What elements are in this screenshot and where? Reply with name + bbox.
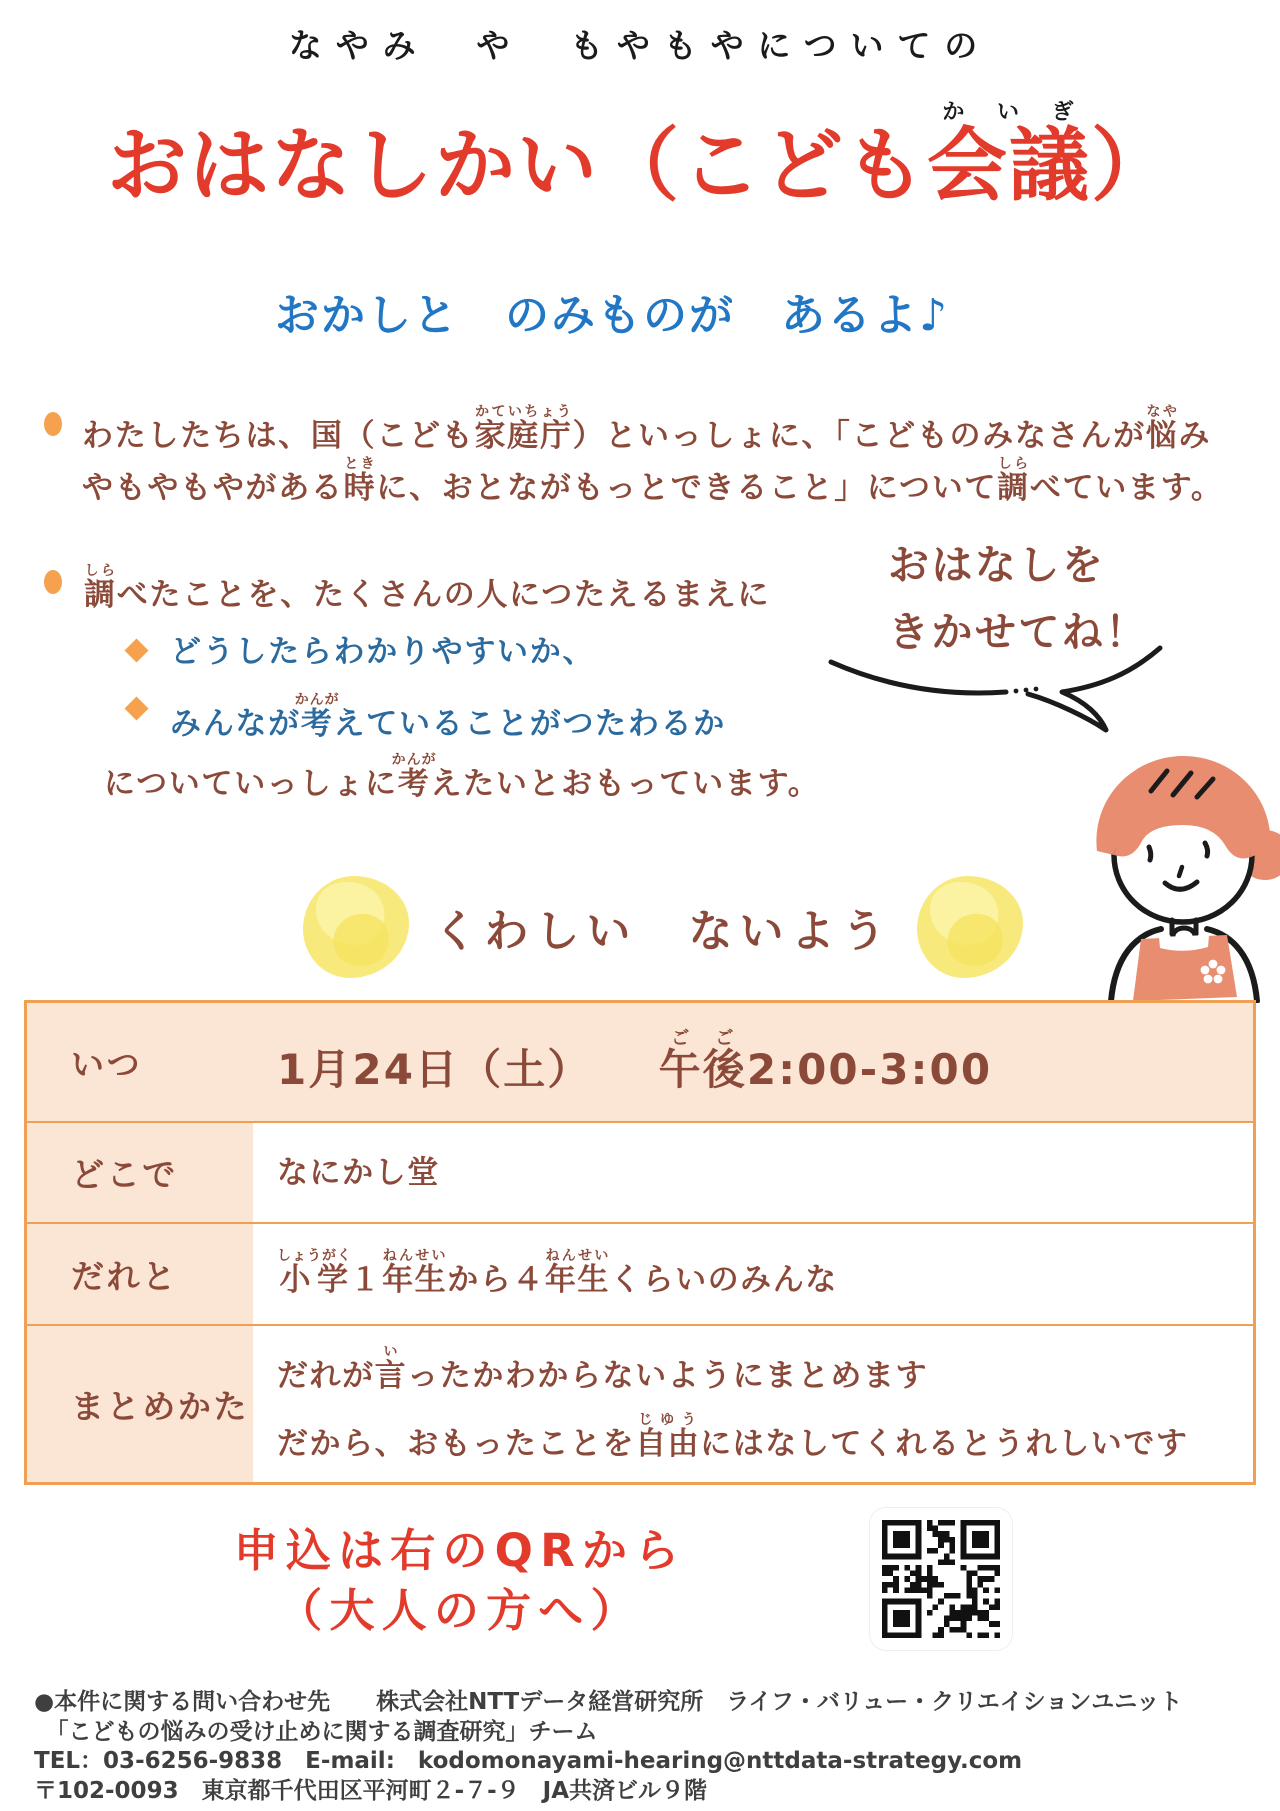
- speech-bubble-tail: [800, 622, 1180, 737]
- bullet-dot: [44, 570, 62, 594]
- bullet-dot: [44, 412, 62, 436]
- speech-line-2: きかせてね！: [888, 608, 1149, 656]
- footer-line-4: 〒102-0093 東京都千代田区平河町２-７-９ JA共済ビル９階: [34, 1777, 708, 1804]
- speech-line-1: おはなしを: [888, 541, 1106, 589]
- intro-bullet1-line1: わたしたちは、国（こども家庭庁かていちょう）といっしょに、「こどものみなさんが悩なやみ: [82, 404, 1212, 454]
- table-row: [27, 1003, 1253, 1121]
- intro-sub-item-2: みんなが考かんがえていることがつたわるか: [170, 692, 727, 742]
- table-value-line: 小学しょうがく１年生ねんせいから４年生ねんせいくらいのみんな: [277, 1248, 838, 1298]
- table-row-value: [253, 1326, 1253, 1482]
- yellow-highlight-blob: [303, 876, 409, 978]
- subtitle-note: なやみ や もやもやについての: [288, 26, 992, 65]
- signup-cta: [150, 1524, 770, 1638]
- intro-bullet1-line2: やもやもやがある時ときに、おとながもっとできること」について調しらべています。: [82, 456, 1224, 506]
- diamond-bullet-icon: [124, 638, 148, 662]
- table-row-label: だれと: [27, 1224, 253, 1324]
- intro-sub-item-1: どうしたらわかりやすいか、: [170, 634, 596, 670]
- cta-line-1: 申込は右のQRから: [233, 1524, 687, 1577]
- table-row-value: [253, 1224, 1253, 1324]
- table-value-line: なにかし堂: [277, 1154, 440, 1191]
- table-row: [27, 1121, 1253, 1222]
- footer-contact: [34, 1688, 1254, 1806]
- table-value-line: 1月24日（土） 午後ごご2:00-3:00: [277, 1028, 993, 1094]
- table-row-label: どこで: [27, 1123, 253, 1222]
- diamond-bullet-icon: [124, 696, 148, 720]
- snack-drink-line: おかしと のみものが あるよ♪: [274, 290, 950, 341]
- table-row: [27, 1324, 1253, 1482]
- table-row-value: [253, 1003, 1253, 1121]
- table-row-value: [253, 1123, 1253, 1222]
- intro-closing-line: についていっしょに考かんがえたいとおもっています。: [104, 752, 821, 802]
- details-heading-row: [23, 866, 1280, 988]
- footer-line-2: 「こどもの悩みの受け止めに関する調査研究」チーム: [34, 1718, 598, 1745]
- table-value-line: だから、おもったことを自由じゆうにはなしてくれるとうれしいです: [277, 1412, 1189, 1462]
- cta-line-2: （大人の方へ）: [277, 1584, 643, 1637]
- table-row-label: いつ: [27, 1003, 253, 1121]
- qr-code-canvas: [882, 1520, 1000, 1638]
- details-table: [24, 1000, 1256, 1485]
- yellow-highlight-blob: [917, 876, 1023, 978]
- details-heading: くわしい ないよう: [433, 906, 893, 957]
- footer-line-1: ●本件に関する問い合わせ先 株式会社NTTデータ経営研究所 ライフ・バリュー・クリエイションユニット: [34, 1689, 1183, 1715]
- intro-bullet2: 調しらべたことを、たくさんの人につたえるまえに: [84, 563, 771, 613]
- footer-line-3: TEL：03-6256-9838 E-mail: kodomonayami-hearing@nttdata-strategy.com: [34, 1748, 1023, 1774]
- table-row-label: まとめかた: [27, 1326, 253, 1482]
- page-title: おはなしかい（こども会議かいぎ）: [107, 100, 1173, 212]
- table-value-line: だれが言いったかわからないようにまとめます: [277, 1344, 929, 1394]
- qr-code: [870, 1508, 1012, 1650]
- table-row: [27, 1222, 1253, 1324]
